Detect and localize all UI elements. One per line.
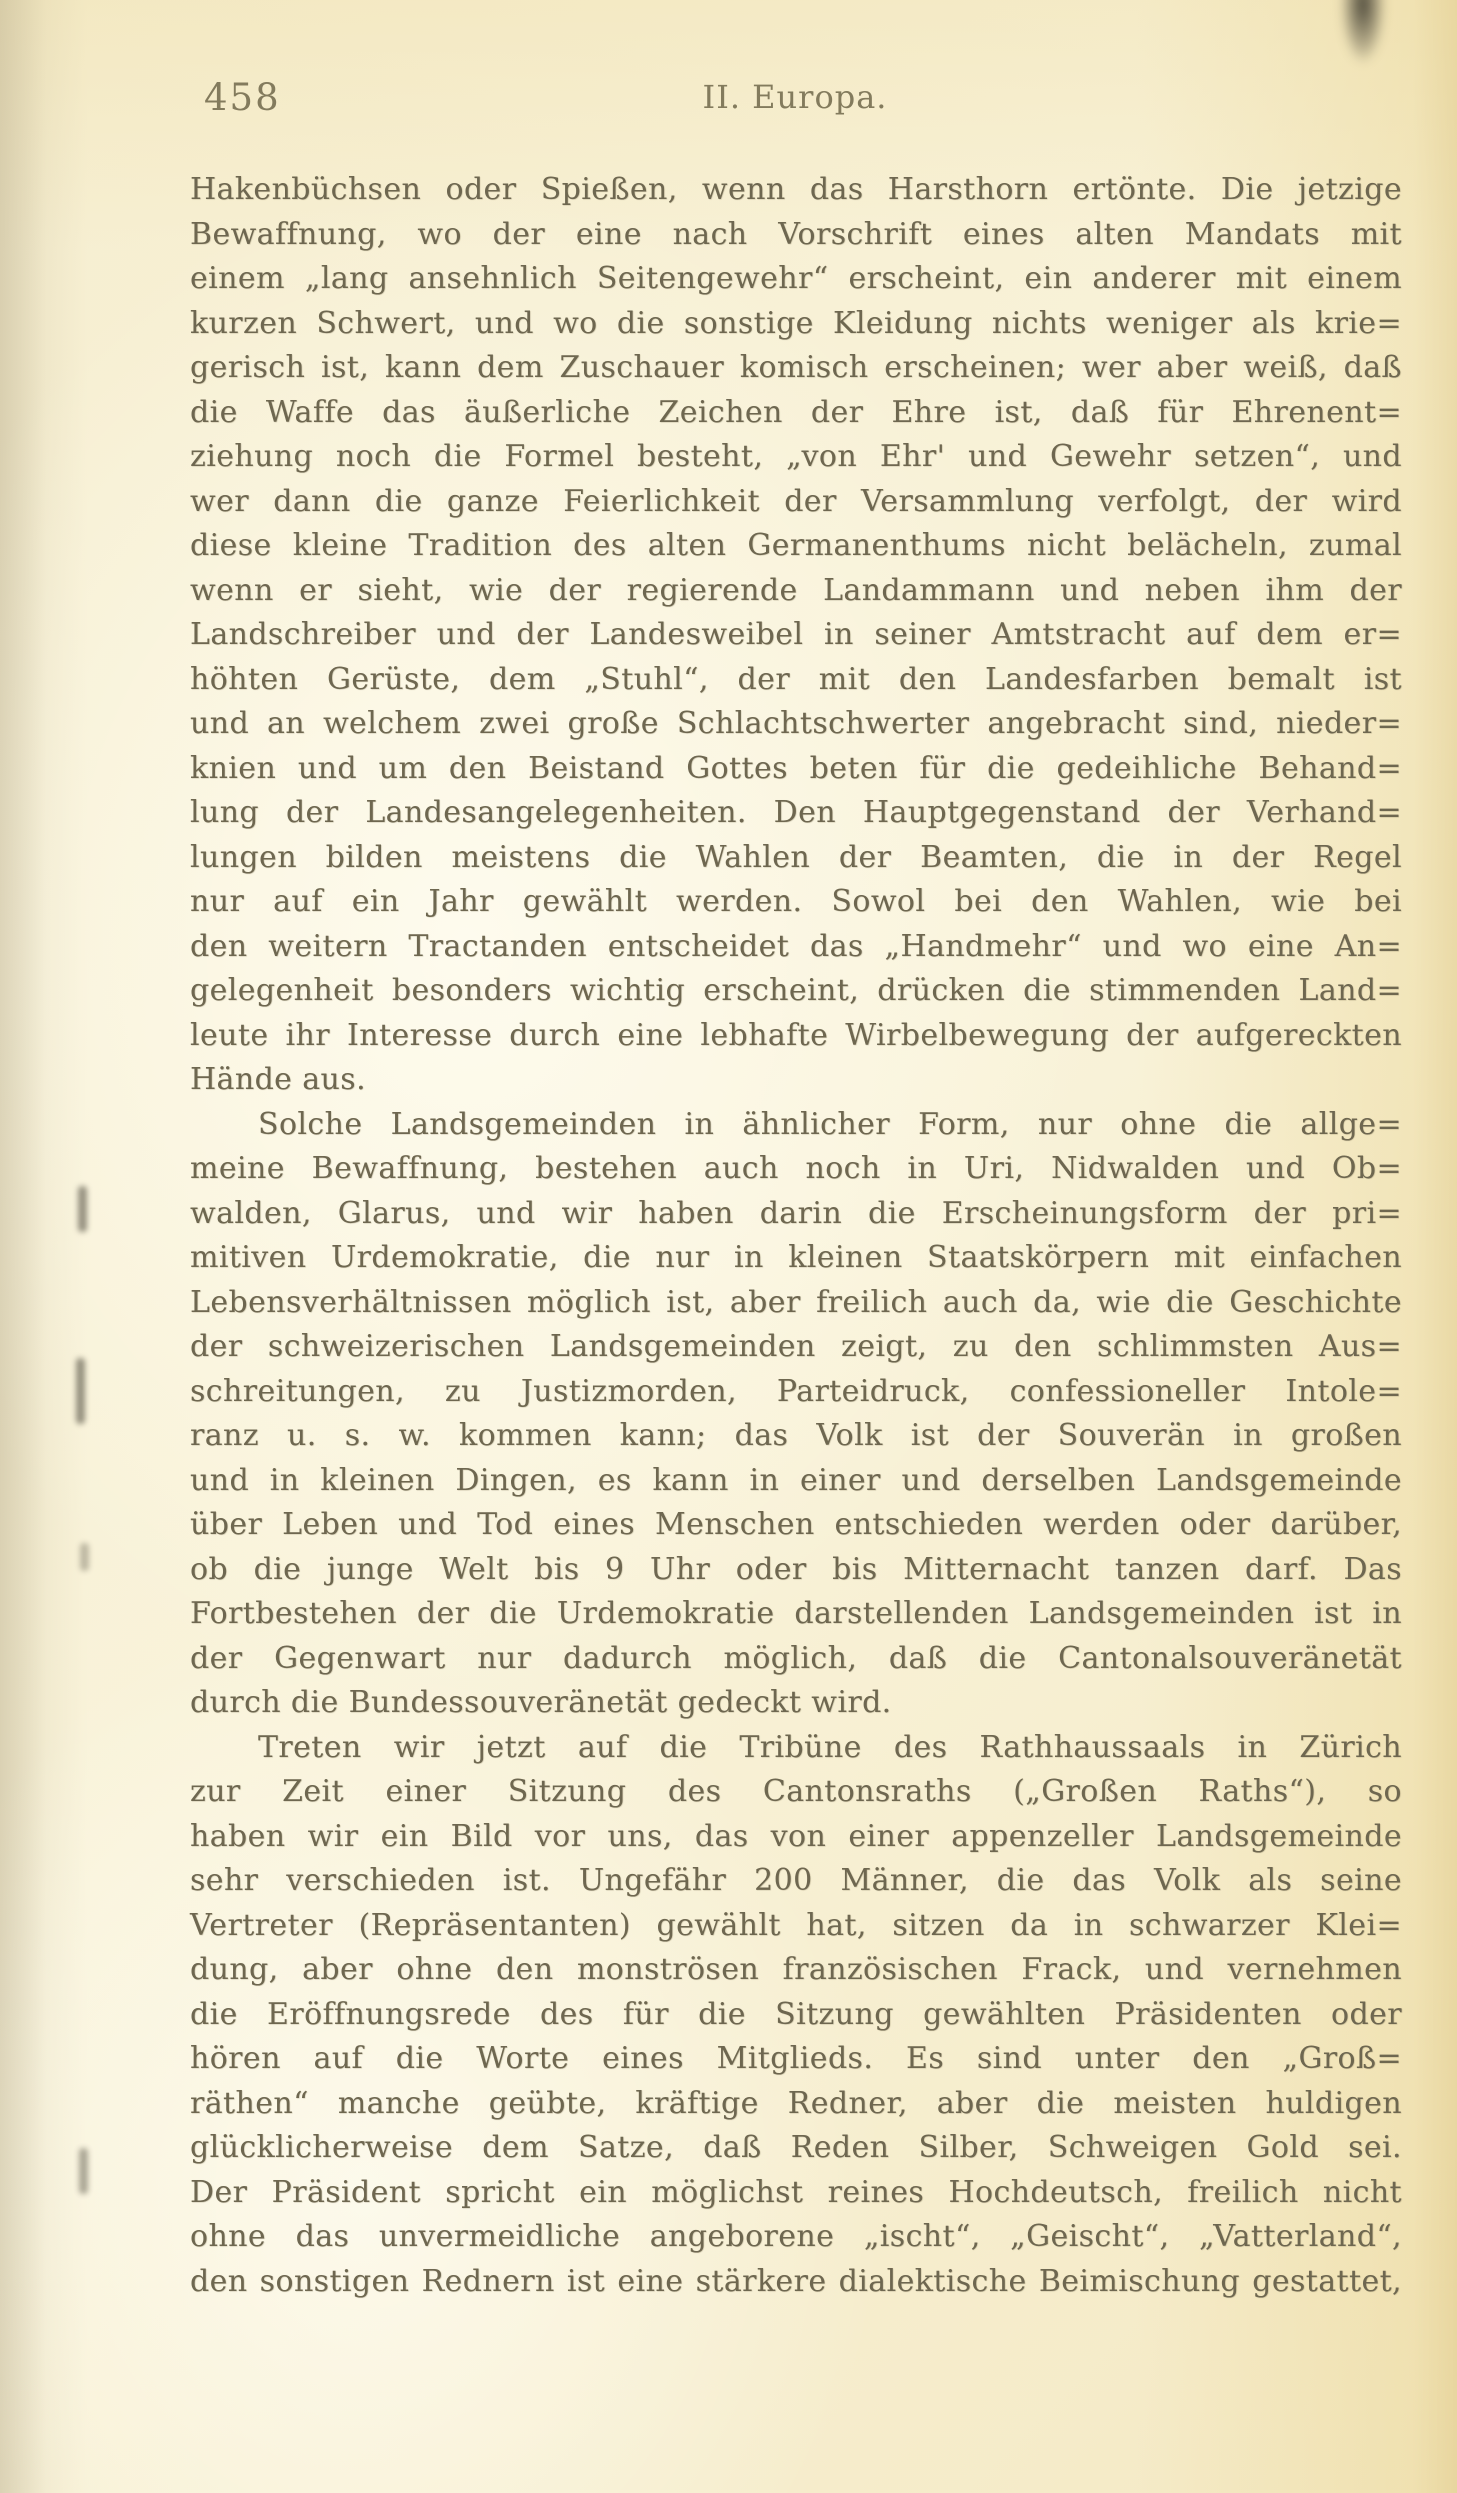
scan-mark [79, 2148, 88, 2194]
text-line: zur Zeit einer Sitzung des Cantonsraths („Großen Raths“), so [190, 1774, 1402, 1809]
paragraph [190, 1103, 1402, 1726]
text-line: ranz u. s. w. kommen kann; das Volk ist der Souverän in großen [190, 1418, 1402, 1453]
text-line: den sonstigen Rednern ist eine stärkere dialektische Beimischung gestattet, [190, 2263, 1402, 2299]
text-line: hören auf die Worte eines Mitglieds. Es sind unter den „Groß= [190, 2041, 1402, 2076]
text-line: dung, aber ohne den monströsen französischen Frack, und vernehmen [190, 1952, 1402, 1987]
running-title: II. Europa. [702, 78, 888, 116]
text-line: und an welchem zwei große Schlachtschwerter angebracht sind, nieder= [190, 706, 1402, 741]
paragraph [190, 168, 1402, 1103]
scan-mark [76, 1358, 85, 1424]
page-header [190, 76, 1400, 122]
text-line: wenn er sieht, wie der regierende Landammann und neben ihm der [190, 572, 1402, 608]
text-line: durch die Bundessouveränetät gedeckt wird. [190, 1685, 892, 1720]
text-line: die Waffe das äußerliche Zeichen der Ehre ist, daß für Ehrenent= [190, 394, 1402, 430]
page-number: 458 [204, 76, 281, 119]
text-line: ohne das unvermeidliche angeborene „ischt“, „Geischt“, „Vatterland“, [190, 2219, 1402, 2254]
text-line: einem „lang ansehnlich Seitengewehr“ erscheint, ein anderer mit einem [190, 261, 1402, 296]
paragraph [190, 1726, 1402, 2305]
text-line: lungen bilden meistens die Wahlen der Beamten, die in der Regel [190, 839, 1402, 875]
text-line: glücklicherweise dem Satze, daß Reden Silber, Schweigen Gold sei. [190, 2130, 1402, 2165]
text-line: gelegenheit besonders wichtig erscheint, drücken die stimmenden Land= [190, 973, 1402, 1008]
text-line: Bewaffnung, wo der eine nach Vorschrift eines alten Mandats mit [190, 216, 1402, 252]
text-line: die Eröffnungsrede des für die Sitzung gewählten Präsidenten oder [190, 1996, 1402, 2032]
text-line: meine Bewaffnung, bestehen auch noch in Uri, Nidwalden und Ob= [190, 1151, 1402, 1186]
text-line: der Gegenwart nur dadurch möglich, daß die Cantonalsouveränetät [190, 1640, 1402, 1676]
text-line: mitiven Urdemokratie, die nur in kleinen Staatskörpern mit einfachen [190, 1240, 1402, 1275]
text-line: lung der Landesangelegenheiten. Den Hauptgegenstand der Verhand= [190, 795, 1402, 830]
text-line: Fortbestehen der die Urdemokratie darstellenden Landsgemeinden ist in [190, 1596, 1402, 1631]
text-line: haben wir ein Bild vor uns, das von einer appenzeller Landsgemeinde [190, 1818, 1402, 1854]
page-text [190, 168, 1402, 2304]
text-line: räthen“ manche geübte, kräftige Redner, aber die meisten huldigen [190, 2085, 1402, 2121]
text-line: kurzen Schwert, und wo die sonstige Kleidung nichts weniger als krie= [190, 305, 1402, 341]
text-line: schreitungen, zu Justizmorden, Parteidruck, confessioneller Intole= [190, 1373, 1402, 1409]
text-line: Lebensverhältnissen möglich ist, aber freilich auch da, wie die Geschichte [190, 1284, 1402, 1320]
text-line: wer dann die ganze Feierlichkeit der Versammlung verfolgt, der wird [190, 483, 1402, 519]
page-gutter-shadow [0, 0, 46, 2493]
text-line: Treten wir jetzt auf die Tribüne des Rathhaussaals in Zürich [258, 1729, 1402, 1765]
scan-mark [78, 1186, 87, 1232]
text-line: sehr verschieden ist. Ungefähr 200 Männer, die das Volk als seine [190, 1863, 1402, 1898]
text-line: über Leben und Tod eines Menschen entschieden werden oder darüber, [190, 1507, 1402, 1542]
text-line: knien und um den Beistand Gottes beten für die gedeihliche Behand= [190, 750, 1402, 786]
text-line: Vertreter (Repräsentanten) gewählt hat, sitzen da in schwarzer Klei= [190, 1907, 1402, 1943]
text-line: Hände aus. [190, 1062, 367, 1097]
text-line: walden, Glarus, und wir haben darin die Erscheinungsform der pri= [190, 1195, 1402, 1231]
text-line: Hakenbüchsen oder Spießen, wenn das Harsthorn ertönte. Die jetzige [190, 172, 1402, 207]
text-line: gerisch ist, kann dem Zuschauer komisch erscheinen; wer aber weiß, daß [190, 350, 1402, 385]
text-line: nur auf ein Jahr gewählt werden. Sowol bei den Wahlen, wie bei [190, 884, 1402, 919]
text-line: Der Präsident spricht ein möglichst reines Hochdeutsch, freilich nicht [190, 2174, 1402, 2210]
text-line: und in kleinen Dingen, es kann in einer und derselben Landsgemeinde [190, 1462, 1402, 1498]
scan-mark [80, 1543, 89, 1571]
text-line: diese kleine Tradition des alten Germanenthums nicht belächeln, zumal [190, 528, 1402, 563]
text-line: ob die junge Welt bis 9 Uhr oder bis Mitternacht tanzen darf. Das [190, 1551, 1402, 1587]
text-line: höhten Gerüste, dem „Stuhl“, der mit den Landesfarben bemalt ist [190, 661, 1402, 697]
text-line: den weitern Tractanden entscheidet das „Handmehr“ und wo eine An= [190, 928, 1402, 964]
text-line: der schweizerischen Landsgemeinden zeigt, zu den schlimmsten Aus= [190, 1329, 1402, 1364]
text-line: leute ihr Interesse durch eine lebhafte Wirbelbewegung der aufgereckten [190, 1017, 1402, 1053]
text-line: ziehung noch die Formel besteht, „von Ehr' und Gewehr setzen“, und [190, 439, 1402, 474]
text-line: Landschreiber und der Landesweibel in seiner Amtstracht auf dem er= [190, 617, 1402, 652]
text-line: Solche Landsgemeinden in ähnlicher Form, nur ohne die allge= [258, 1106, 1402, 1142]
